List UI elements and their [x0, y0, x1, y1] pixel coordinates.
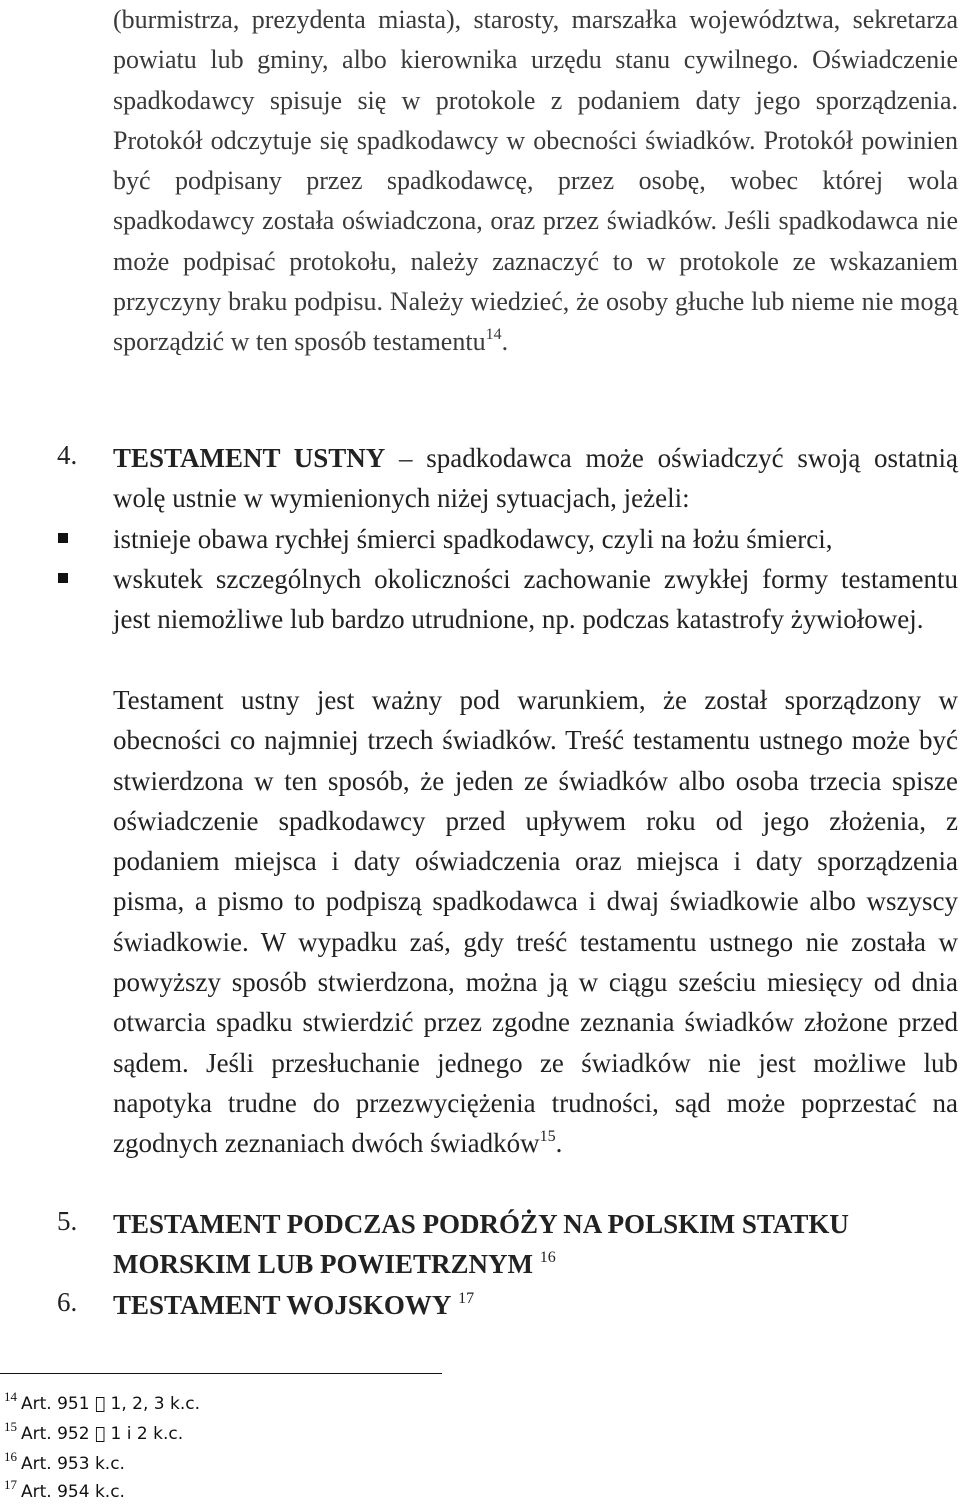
section-6-heading: [113, 1285, 958, 1325]
footnote-ref-16: 16: [539, 1249, 556, 1267]
bullet-icon: [58, 573, 68, 583]
section-4-number: 4.: [57, 440, 78, 470]
footnote-15: [4, 1419, 183, 1444]
section-5-heading-text: TESTAMENT PODCZAS PODRÓŻY NA POLSKIM STATKU MORSKIM LUB POWIETRZNYM: [113, 1209, 849, 1280]
section-4-intro: [113, 438, 958, 519]
bullet-item-1: istnieje obawa rychłej śmierci spadkodawcy, czyli na łożu śmierci,: [113, 524, 833, 554]
footnote-ref-15: 15: [539, 1128, 556, 1146]
section-4-body-text: Testament ustny jest ważny pod warunkiem, że został sporządzony w obecności co najmniej trzech świadków. Treść testamentu ustnego może być stwierdzona w ten sposób, że jeden ze świadków albo osoba trzecia spisze oświadczenie spadkodawcy przed upływem roku od jego złożenia, z podaniem miejsca i daty oświadczenia oraz miejsca i daty sporządzenia pisma, a pismo to podpiszą spadkodawca i dwaj świadkowie albo wszyscy świadkowie. W wypadku zaś, gdy treść testamentu ustnego nie została w powyższy sposób stwierdzona, można ją w ciągu sześciu miesięcy od dnia otwarcia spadku stwierdzić przez zgodne zeznania świadków złożone przed sądem. Jeśli przesłuchanie jednego ze świadków nie jest możliwe lub napotyka trudne do przezwyciężenia trudności, sąd może poprzestać na zgodnych zeznaniach dwóch świadków: [113, 685, 958, 1159]
section-4-body: [113, 680, 958, 1164]
footnote-mark: 14: [4, 1389, 17, 1404]
section-4-end: .: [555, 1128, 563, 1159]
footnote-mark: 15: [4, 1419, 17, 1434]
intro-text: (burmistrza, prezydenta miasta), starosty, marszałka województwa, sekretarza powiatu lub gminy, albo kierownika urzędu stanu cywilnego. Oświadczenie spadkodawcy spisuje się w protokole z podaniem daty jego sporządzenia. Protokół odczytuje się spadkodawcy w obecności świadków. Protokół powinien być podpisany przez spadkodawcę, przez osobę, wobec której wola spadkodawcy została oświadczona, oraz przez świadków. Jeśli spadkodawca nie może podpisać protokołu, należy zaznaczyć to w protokole ze wskazaniem przyczyny braku podpisu. Należy wiedzieć, że osoby głuche lub nieme nie mogą sporządzić w ten sposób testamentu: [113, 5, 958, 357]
section-4-dash: –: [385, 443, 427, 473]
section-5-heading: [113, 1204, 960, 1285]
footnote-mark: 17: [4, 1477, 17, 1492]
footnote-text: Art. 954 k.c.: [21, 1482, 125, 1502]
footnote-17: [4, 1477, 125, 1502]
section-6-heading-text: TESTAMENT WOJSKOWY: [113, 1290, 452, 1320]
bullet-item-2: wskutek szczególnych okoliczności zachowanie zwykłej formy testamentu jest niemożliwe lub bardzo utrudnione, np. podczas katastrofy żywiołowej.: [113, 564, 958, 635]
footnote-16: [4, 1449, 125, 1474]
footnote-text: Art. 953 k.c.: [21, 1454, 125, 1474]
section-6-number: 6.: [57, 1287, 78, 1317]
section-5-number: 5.: [57, 1206, 78, 1236]
footnote-text: Art. 952 1 i 2 k.c.: [21, 1424, 168, 1444]
footnote-mark: 16: [4, 1449, 17, 1464]
bullet-icon: [58, 533, 68, 543]
footnote-ref-17: 17: [458, 1289, 475, 1307]
footnote-text: Art. 951 1, 2, 3 k.c.: [21, 1394, 185, 1414]
footnote-14: [4, 1389, 200, 1414]
footnote-separator: [0, 1373, 442, 1374]
intro-paragraph: [113, 0, 958, 363]
section-4-intro-text: spadkodawca może oświadczyć swoją ostatnią wolę ustnie w wymienionych niżej sytuacjach, jeżeli:: [113, 443, 959, 514]
footnote-ref-14: 14: [485, 326, 502, 344]
section-4-heading: TESTAMENT USTNY: [113, 443, 386, 473]
intro-end: .: [501, 327, 509, 357]
